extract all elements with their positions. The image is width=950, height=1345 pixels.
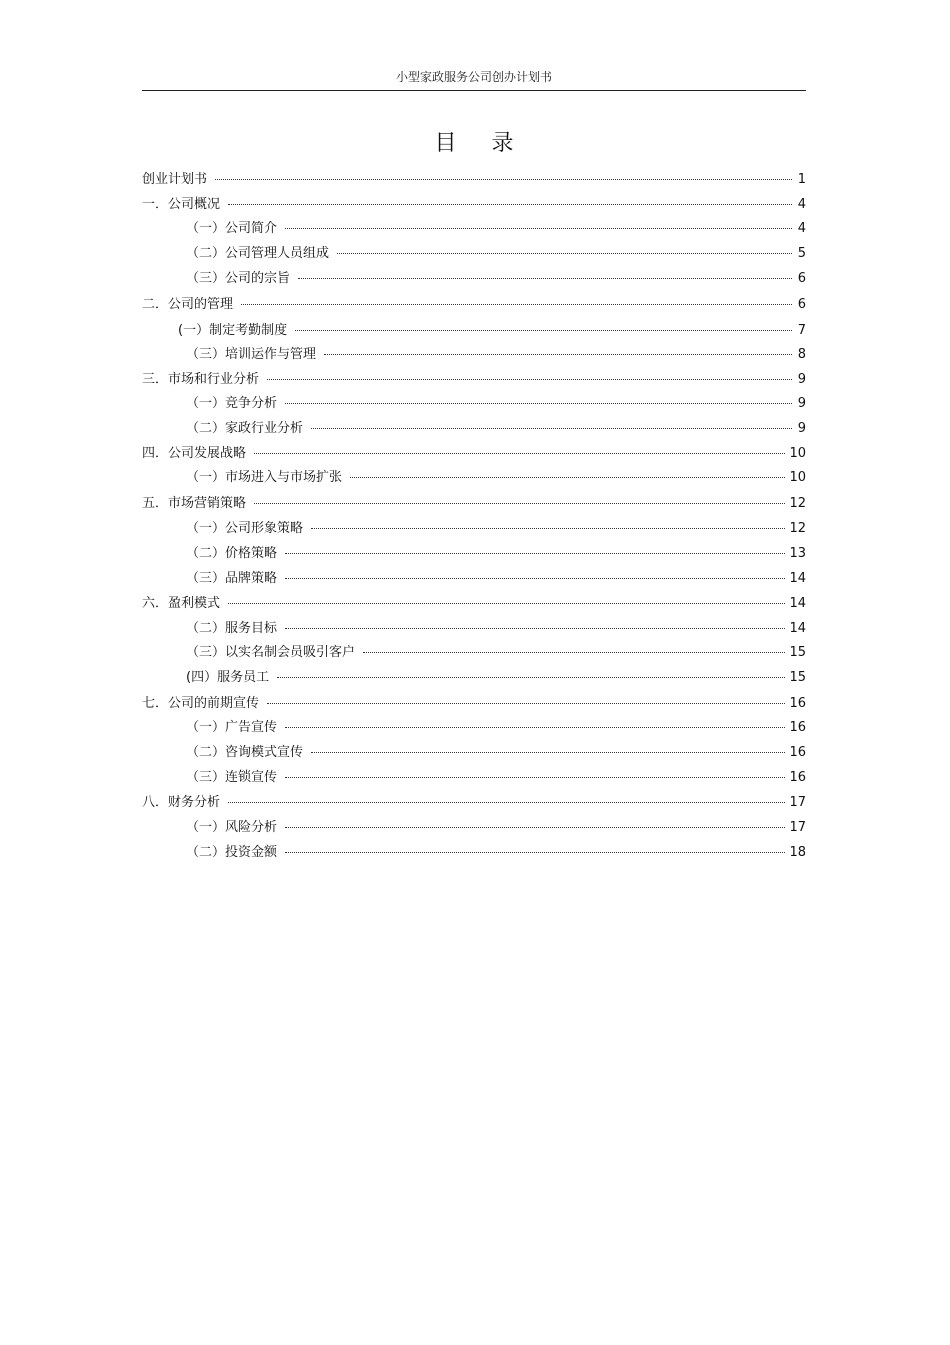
toc-dot-leader xyxy=(215,178,792,180)
toc-dot-leader xyxy=(324,353,792,355)
toc-entry-page-number: 6 xyxy=(797,271,806,286)
toc-dot-leader xyxy=(267,378,792,380)
toc-entry-page-number: 10 xyxy=(789,470,806,485)
toc-dot-leader xyxy=(363,651,785,653)
toc-entry-label: （一）公司形象策略 xyxy=(186,521,304,536)
toc-entry-page-number: 6 xyxy=(797,297,806,312)
toc-dot-leader xyxy=(228,203,792,205)
toc-entry-page-number: 1 xyxy=(797,172,806,187)
toc-entry-page-number: 16 xyxy=(789,720,806,735)
toc-entry-page-number: 15 xyxy=(789,645,806,660)
toc-entry[interactable] xyxy=(186,669,806,687)
toc-entry-label: （三）公司的宗旨 xyxy=(186,271,291,286)
toc-entry-label: （一）公司简介 xyxy=(186,221,278,236)
toc-dot-leader xyxy=(285,826,785,828)
toc-entry[interactable] xyxy=(186,620,806,638)
toc-entry[interactable] xyxy=(142,495,806,513)
toc-entry[interactable] xyxy=(186,469,806,487)
toc-entry-label: （一）风险分析 xyxy=(186,820,278,835)
toc-entry[interactable] xyxy=(186,220,806,238)
toc-entry[interactable] xyxy=(186,769,806,787)
toc-entry[interactable] xyxy=(186,844,806,862)
toc-entry[interactable] xyxy=(178,322,806,340)
toc-entry[interactable] xyxy=(186,420,806,438)
toc-dot-leader xyxy=(285,776,785,778)
toc-title: 目 录 xyxy=(434,131,528,156)
toc-entry-label: （一）广告宣传 xyxy=(186,720,278,735)
toc-entry-label: （三）品牌策略 xyxy=(186,571,278,586)
toc-entry[interactable] xyxy=(186,270,806,288)
toc-entry-page-number: 16 xyxy=(789,696,806,711)
toc-dot-leader xyxy=(285,577,785,579)
toc-dot-leader xyxy=(267,702,785,704)
toc-dot-leader xyxy=(295,329,792,331)
toc-entry-label: 七．公司的前期宣传 xyxy=(142,696,260,711)
toc-entry-page-number: 10 xyxy=(789,446,806,461)
toc-entry[interactable] xyxy=(142,445,806,463)
toc-entry-label: 创业计划书 xyxy=(142,172,208,187)
toc-dot-leader xyxy=(311,527,785,529)
toc-entry-label: （二）价格策略 xyxy=(186,546,278,561)
toc-entry-label: （二）公司管理人员组成 xyxy=(186,246,330,261)
toc-entry-page-number: 12 xyxy=(789,521,806,536)
toc-dot-leader xyxy=(311,751,785,753)
toc-entry[interactable] xyxy=(186,520,806,538)
toc-entry-label: 四．公司发展战略 xyxy=(142,446,247,461)
toc-dot-leader xyxy=(228,801,785,803)
toc-entry-label: 八．财务分析 xyxy=(142,795,221,810)
toc-entry-label: 三．市场和行业分析 xyxy=(142,372,260,387)
toc-entry[interactable] xyxy=(186,545,806,563)
toc-entry-page-number: 18 xyxy=(789,845,806,860)
toc-entry-label: 二．公司的管理 xyxy=(142,297,234,312)
toc-entry-page-number: 8 xyxy=(797,347,806,362)
header-rule xyxy=(142,90,806,91)
toc-entry-page-number: 4 xyxy=(797,197,806,212)
toc-entry-page-number: 7 xyxy=(797,323,806,338)
toc-entry[interactable] xyxy=(186,570,806,588)
toc-entry[interactable] xyxy=(186,346,806,364)
toc-entry[interactable] xyxy=(186,245,806,263)
toc-entry-label: （二）服务目标 xyxy=(186,621,278,636)
toc-entry-page-number: 9 xyxy=(797,372,806,387)
toc-entry-page-number: 14 xyxy=(789,596,806,611)
toc-entry-page-number: 16 xyxy=(789,770,806,785)
toc-dot-leader xyxy=(241,303,792,305)
toc-entry-page-number: 14 xyxy=(789,571,806,586)
toc-entry-page-number: 4 xyxy=(797,221,806,236)
toc-entry-page-number: 5 xyxy=(797,246,806,261)
toc-entry-label: (一）制定考勤制度 xyxy=(178,323,288,338)
toc-entry-label: （一）竞争分析 xyxy=(186,396,278,411)
toc-entry[interactable] xyxy=(142,196,806,214)
toc-entry[interactable] xyxy=(186,819,806,837)
toc-entry-label: （三）连锁宣传 xyxy=(186,770,278,785)
toc-dot-leader xyxy=(254,452,785,454)
toc-entry-page-number: 15 xyxy=(789,670,806,685)
toc-entry-page-number: 9 xyxy=(797,421,806,436)
toc-entry-label: （二）投资金额 xyxy=(186,845,278,860)
toc-dot-leader xyxy=(298,277,792,279)
toc-entry-label: 五．市场营销策略 xyxy=(142,496,247,511)
toc-entry[interactable] xyxy=(186,744,806,762)
toc-entry[interactable] xyxy=(142,595,806,613)
toc-entry-label: 六．盈利模式 xyxy=(142,596,221,611)
toc-entry-label: （三）培训运作与管理 xyxy=(186,347,317,362)
toc-entry[interactable] xyxy=(186,395,806,413)
toc-dot-leader xyxy=(350,476,785,478)
toc-dot-leader xyxy=(285,552,785,554)
toc-dot-leader xyxy=(277,676,785,678)
toc-entry-page-number: 16 xyxy=(789,745,806,760)
toc-dot-leader xyxy=(285,227,792,229)
toc-dot-leader xyxy=(285,627,785,629)
toc-dot-leader xyxy=(254,502,785,504)
toc-entry-page-number: 17 xyxy=(789,820,806,835)
toc-entry-page-number: 13 xyxy=(789,546,806,561)
toc-entry[interactable] xyxy=(186,644,806,662)
toc-entry[interactable] xyxy=(186,719,806,737)
toc-entry[interactable] xyxy=(142,371,806,389)
toc-entry-label: （一）市场进入与市场扩张 xyxy=(186,470,343,485)
toc-entry-page-number: 17 xyxy=(789,795,806,810)
toc-entry-label: （三）以实名制会员吸引客户 xyxy=(186,645,356,660)
toc-entry-page-number: 9 xyxy=(797,396,806,411)
toc-dot-leader xyxy=(285,726,785,728)
toc-entry[interactable] xyxy=(142,695,806,713)
toc-entry-label: 一．公司概况 xyxy=(142,197,221,212)
toc-entry[interactable] xyxy=(142,296,806,314)
toc-entry[interactable] xyxy=(142,794,806,812)
toc-dot-leader xyxy=(285,402,792,404)
page-header: 小型家政服务公司创办计划书 xyxy=(395,70,552,84)
toc-entry-page-number: 12 xyxy=(789,496,806,511)
toc-entry[interactable] xyxy=(142,171,806,189)
toc-dot-leader xyxy=(285,851,785,853)
toc-dot-leader xyxy=(228,602,785,604)
toc-entry-label: （二）咨询模式宣传 xyxy=(186,745,304,760)
toc-entry-label: (四）服务员工 xyxy=(186,670,270,685)
toc-dot-leader xyxy=(311,427,792,429)
toc-entry-label: （二）家政行业分析 xyxy=(186,421,304,436)
toc-dot-leader xyxy=(337,252,792,254)
toc-entry-page-number: 14 xyxy=(789,621,806,636)
